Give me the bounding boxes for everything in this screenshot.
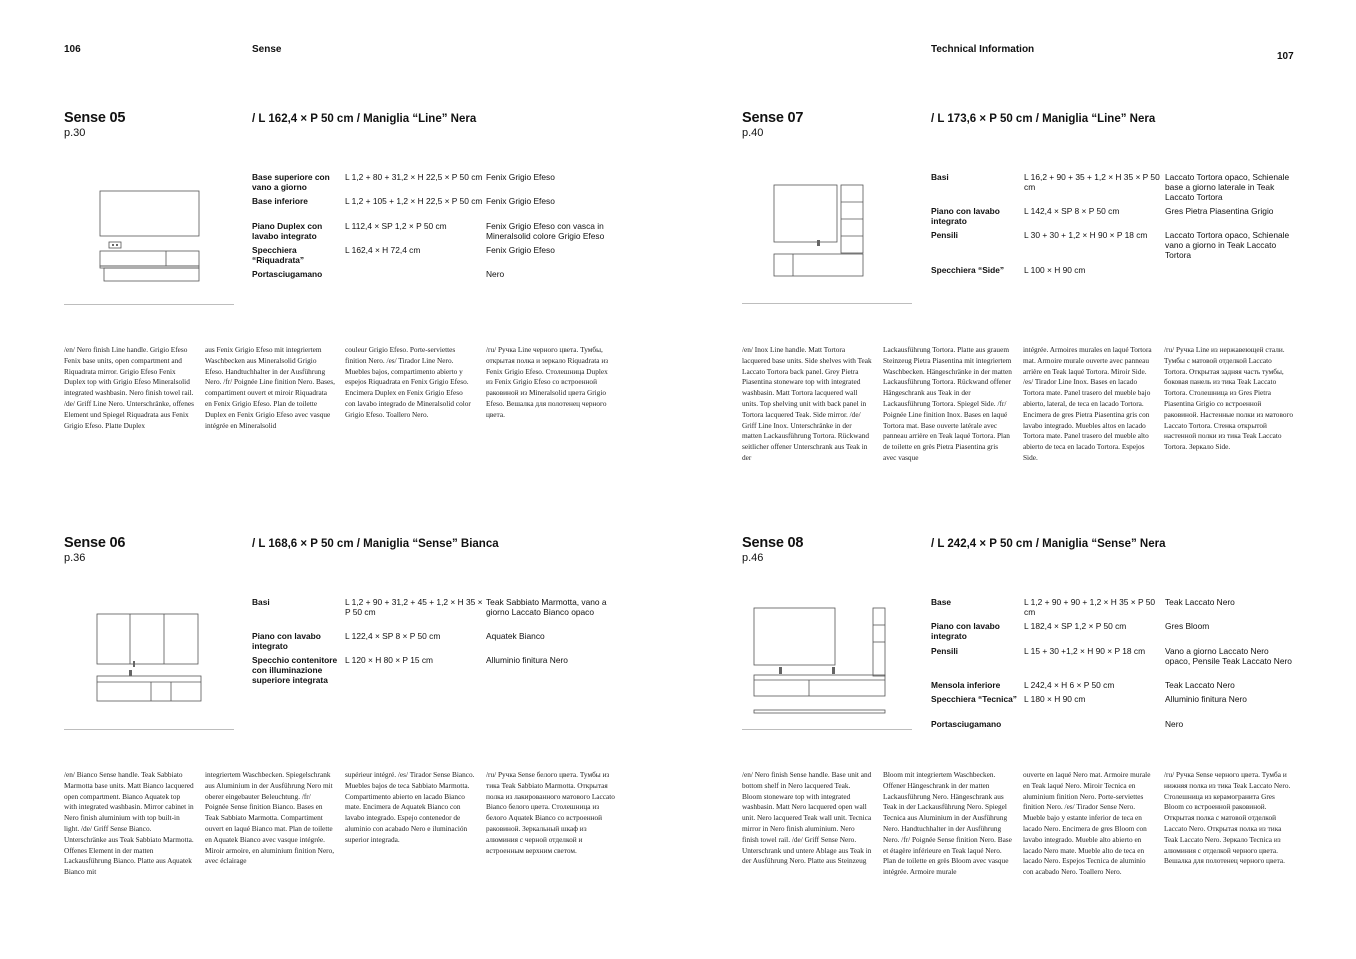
spec-label: Basi bbox=[252, 597, 270, 607]
spec-label: Portasciugamano bbox=[252, 269, 323, 279]
description-column: /ru/ Ручка Sense белого цвета. Тумбы из тика Teak Sabbiato Marmotta. Открытая полка из лакированного матового Laccato Bianco белого цвета. Столешница из белого Aquatek Bianco со встроенной раковиной. Зеркальный шкаф из алюминия с черной отделкой и встроенным верхним светом. bbox=[486, 770, 615, 855]
description-column: /ru/ Ручка Line из нержавеющей стали. Тумбы с матовой отделкой Laccato Tortora. Открытая задняя часть тумбы, боковая панель из тика Teak Laccato Tortora. Столешница из Gres Pietra Piasentina Grigio со встроенной раковиной. Настенные полки из матового Laccato Tortora. Стенка открытой настенной полки из тика Teak Laccato Tortora. Зеркало Side. bbox=[1164, 345, 1293, 452]
left-running-title: Sense bbox=[252, 44, 282, 55]
spec-label: Specchiera “Riquadrata” bbox=[252, 245, 305, 265]
spec-label: Specchio contenitore con illuminazione superiore integrata bbox=[252, 655, 338, 685]
spec-size: L 122,4 × SP 8 × P 50 cm bbox=[345, 631, 441, 641]
spec-finish: Teak Sabbiato Marmotta, vano a giorno Laccato Bianco opaco bbox=[486, 597, 607, 617]
spec-finish: Fenix Grigio Efeso con vasca in Mineralsolid colore Grigio Efeso bbox=[486, 221, 605, 241]
right-running-title: Technical Information bbox=[931, 44, 1035, 55]
description-column: Bloom mit integriertem Waschbecken. Offener Hängeschrank in der matten Lackausführung Nero. Hängeschrank aus Teak in der Lackausführung Nero. Spiegel Tecnica aus Aluminium in der Ausführung Nero. Handtuchhalter in der Ausführung Nero. /fr/ Poignée Sense finition Nero. Base et étagère inférieure en Teak laqué Nero. Plan de toilette en grès Bloom avec vasque intégrée. Armoire murale bbox=[883, 770, 1012, 877]
spec-table bbox=[252, 597, 622, 697]
divider bbox=[64, 304, 234, 305]
product-drawing bbox=[93, 610, 208, 705]
description-column: Lackausführung Tortora. Platte aus grauem Steinzeug Pietra Piasentina mit integriertem Waschbecken. Hängeschränke in der matten Lackausführung Tortora. Rückwand offener Hängeschrank aus Teak in der Lackausführung Tortora. Spiegel Side. /fr/ Poignée Line finition Inox. Bases en laqué Tortora mat. Base ouverte latérale avec panneau arrière en Teak laqué Tortora. Plan de toilette en grès Pietra Piasentina gris avec vasque bbox=[883, 345, 1012, 462]
description-column: supérieur intégré. /es/ Tirador Sense Bianco. Muebles bajos de teca Sabbiato Marmotta. Compartimento abierto en lacado Bianco mate. Encimera de Aquatek Bianco con lavabo integrado. Espejo contenedor de aluminio con acabado Nero e iluminación superior integrada. bbox=[345, 770, 475, 844]
dimensions: / L 162,4 × P 50 cm / Maniglia “Line” Nera bbox=[252, 113, 477, 125]
description-column: /en/ Inox Line handle. Matt Tortora lacquered base units. Side shelves with Teak Laccato Tortora back panel. Grey Pietra Piasentina stoneware top with integrated washbasin. Matt Tortora lacquered wall units. Top shelving unit with back panel in Tortora lacquered Teak. Side mirror. /de/ Griff Line Inox. Unterschränke in der matten Lackausführung Tortora. Rückwand seitlicher offener Unterschrank aus Teak in der bbox=[742, 345, 872, 462]
spec-table bbox=[931, 172, 1301, 287]
spec-label: Specchiera “Side” bbox=[931, 265, 1005, 275]
divider bbox=[742, 303, 912, 304]
description-column: /ru/ Ручка Line черного цвета. Тумбы, открытая полка и зеркало Riquadrata из Fenix Grigio Efeso. Столешница Duplex из Fenix Grigio Efeso со встроенной раковиной из Mineralsolid цвета Grigio Efeso. Вешалка для полотенец черного цвета. bbox=[486, 345, 609, 419]
spec-finish: Fenix Grigio Efeso bbox=[486, 172, 555, 182]
divider bbox=[742, 729, 912, 730]
description-column: couleur Grigio Efeso. Porte-serviettes finition Nero. /es/ Tirador Line Nero. Muebles bajos, compartimento abierto y espejos Riquadrata en Fenix Grigio Efeso. Encimera Duplex en Fenix Grigio Efeso con lavabo integrado de Mineralsolid color Grigio Efeso. Toallero Nero. bbox=[345, 345, 471, 419]
spec-finish: Alluminio finitura Nero bbox=[1165, 694, 1247, 704]
description-column: /en/ Bianco Sense handle. Teak Sabbiato Marmotta base units. Matt Bianco lacquered open compartment. Bianco Aquatek top with integrated washbasin. Mirror cabinet in Nero finish aluminium with top built-in light. /de/ Griff Sense Bianco. Unterschränke aus Teak Sabbiato Marmotta. Offenes Element in der matten Lackausführung Bianco. Platte aus Aquatek Bianco mit bbox=[64, 770, 194, 877]
spec-finish: Nero bbox=[486, 269, 505, 279]
spec-size: L 120 × H 80 × P 15 cm bbox=[345, 655, 433, 665]
spec-size: L 242,4 × H 6 × P 50 cm bbox=[1024, 680, 1115, 690]
spec-finish: Fenix Grigio Efeso bbox=[486, 245, 555, 255]
dimensions: / L 242,4 × P 50 cm / Maniglia “Sense” Nera bbox=[931, 538, 1166, 550]
product-drawing bbox=[96, 185, 206, 285]
spec-size: L 1,2 + 90 + 31,2 + 45 + 1,2 × H 35 × P 50 cm bbox=[345, 597, 483, 617]
spec-size: L 112,4 × SP 1,2 × P 50 cm bbox=[345, 221, 447, 231]
spec-label: Base superiore con vano a giorno bbox=[252, 172, 330, 192]
section-title: Sense 07 bbox=[742, 110, 804, 126]
description-column: /en/ Nero finish Sense handle. Base unit and bottom shelf in Nero lacquered Teak. Bloom stoneware top with integrated washbasin. Matt Nero lacquered open wall unit. Nero lacquered Teak wall unit. Tecnica mirror in Nero finish aluminium. Nero finish towel rail. /de/ Griff Sense Nero. Unterschrank und untere Ablage aus Teak in der Ausführung Nero. Platte aus Steinzeug bbox=[742, 770, 872, 866]
spec-label: Pensili bbox=[931, 646, 958, 656]
spec-label: Piano con lavabo integrato bbox=[931, 206, 1000, 226]
description-column: integriertem Waschbecken. Spiegelschrank aus Aluminium in der Ausführung Nero mit oberer eingebauter Beleuchtung. /fr/ Poignée Sense finition Bianco. Bases en Teak Sabbiato Marmotta. Compartiment ouvert en laqué Bianco mat. Plan de toilette en Aquatek Bianco avec vasque intégrée. Miroir armoire, en aluminium finition Nero, avec éclairage bbox=[205, 770, 335, 866]
product-drawing bbox=[770, 180, 870, 280]
dimensions: / L 168,6 × P 50 cm / Maniglia “Sense” Bianca bbox=[252, 538, 499, 550]
spec-label: Base bbox=[931, 597, 952, 607]
spec-size: L 1,2 + 105 + 1,2 × H 22,5 × P 50 cm bbox=[345, 196, 483, 206]
spec-finish: Teak Laccato Nero bbox=[1165, 680, 1235, 690]
spec-table bbox=[931, 597, 1301, 732]
spec-size: L 1,2 + 90 + 90 + 1,2 × H 35 × P 50 cm bbox=[1024, 597, 1156, 617]
dimensions: / L 173,6 × P 50 cm / Maniglia “Line” Nera bbox=[931, 113, 1156, 125]
description-column: ouverte en laqué Nero mat. Armoire murale en Teak laqué Nero. Miroir Tecnica en aluminium finition Nero. Porte-serviettes finition Nero. /es/ Tirador Sense Nero. Mueble bajo y estante inferior de teca en lacado Nero. Encimera de gres Bloom con lavabo integrado. Mueble alto abierto en lacado Nero mate. Mueble alto de teca en lacado Nero. Espejos Tecnica de aluminio con acabado Nero. Toallero Nero. bbox=[1023, 770, 1151, 877]
spec-label: Piano con lavabo integrato bbox=[931, 621, 1000, 641]
spec-size: L 162,4 × H 72,4 cm bbox=[345, 245, 421, 255]
spec-size: L 180 × H 90 cm bbox=[1024, 694, 1086, 704]
spec-finish: Nero bbox=[1165, 719, 1184, 729]
spec-finish: Vano a giorno Laccato Nero opaco, Pensile Teak Laccato Nero bbox=[1165, 646, 1292, 666]
page-ref: p.36 bbox=[64, 552, 86, 564]
spec-size: L 30 + 30 + 1,2 × H 90 × P 18 cm bbox=[1024, 230, 1148, 240]
spec-label: Pensili bbox=[931, 230, 958, 240]
spec-label: Piano con lavabo integrato bbox=[252, 631, 321, 651]
spec-label: Mensola inferiore bbox=[931, 680, 1001, 690]
spec-label: Piano Duplex con lavabo integrato bbox=[252, 221, 323, 241]
divider bbox=[64, 729, 234, 730]
right-page-number: 107 bbox=[1277, 51, 1294, 62]
spec-size: L 182,4 × SP 1,2 × P 50 cm bbox=[1024, 621, 1127, 631]
description-column: /en/ Nero finish Line handle. Grigio Efeso Fenix base units, open compartment and Riquadrata mirror. Grigio Efeso Fenix Duplex top with Grigio Efeso Mineralsolid integrated washbasin. Nero finish towel rail. /de/ Griff Line Nero. Unterschränke, offenes Element und Spiegel Riquadrata aus Fenix Grigio Efeso. Platte Duplex bbox=[64, 345, 195, 430]
spec-finish: Aquatek Bianco bbox=[486, 631, 545, 641]
spec-finish: Alluminio finitura Nero bbox=[486, 655, 568, 665]
spec-size: L 16,2 + 90 + 35 + 1,2 × H 35 × P 50 cm bbox=[1024, 172, 1160, 192]
section-title: Sense 08 bbox=[742, 535, 804, 551]
page-ref: p.40 bbox=[742, 127, 764, 139]
page-ref: p.30 bbox=[64, 127, 86, 139]
spec-label: Basi bbox=[931, 172, 949, 182]
spec-finish: Teak Laccato Nero bbox=[1165, 597, 1235, 607]
left-page-number: 106 bbox=[64, 44, 81, 55]
spec-size: L 142,4 × SP 8 × P 50 cm bbox=[1024, 206, 1120, 216]
spec-finish: Laccato Tortora opaco, Schienale vano a giorno in Teak Laccato Tortora bbox=[1165, 230, 1290, 260]
spec-label: Portasciugamano bbox=[931, 719, 1002, 729]
description-column: /ru/ Ручка Sense черного цвета. Тумба и нижняя полка из тика Teak Laccato Nero. Столешница из керамогранита Gres Bloom со встроенной раковиной. Открытая полка с матовой отделкой Laccato Nero. Открытая полка из тика Teak Laccato Nero. Зеркало Tecnica из алюминия с отделкой черного цвета. Вешалка для полотенец черного цвета. bbox=[1164, 770, 1291, 866]
spec-size: L 100 × H 90 cm bbox=[1024, 265, 1086, 275]
spec-label: Specchiera “Tecnica” bbox=[931, 694, 1017, 704]
spec-finish: Laccato Tortora opaco, Schienale base a giorno laterale in Teak Laccato Tortora bbox=[1165, 172, 1290, 202]
spec-label: Base inferiore bbox=[252, 196, 308, 206]
description-column: aus Fenix Grigio Efeso mit integriertem Waschbecken aus Mineralsolid Grigio Efeso. Handtuchhalter in der Ausführung Nero. /fr/ Poignée Line finition Nero. Bases, compartiment ouvert et miroir Riquadrata en Fenix Grigio Efeso. Plan de toilette Duplex en Fenix Grigio Efeso avec vasque intégrée en Mineralsolid bbox=[205, 345, 335, 430]
page-ref: p.46 bbox=[742, 552, 764, 564]
spec-table bbox=[252, 172, 622, 287]
spec-finish: Gres Bloom bbox=[1165, 621, 1210, 631]
description-column: intégrée. Armoires murales en laqué Tortora mat. Armoire murale ouverte avec panneau arrière en Teak laqué Tortora. Miroir Side. /es/ Tirador Line Inox. Bases en lacado Tortora mate. Panel trasero del mueble bajo abierto, lateral, de teca en lacado Tortora. Encimera de gres Pietra Piasentina gris con lavabo integrado. Muebles altos en lacado Tortora mate. Panel trasero del mueble alto abierto de teca en lacado Tortora. Espejos Side. bbox=[1023, 345, 1152, 462]
spec-size: L 1,2 + 80 + 31,2 × H 22,5 × P 50 cm bbox=[345, 172, 483, 182]
spec-finish: Gres Pietra Piasentina Grigio bbox=[1165, 206, 1274, 216]
section-title: Sense 05 bbox=[64, 110, 126, 126]
product-drawing bbox=[748, 600, 893, 720]
spec-finish: Fenix Grigio Efeso bbox=[486, 196, 555, 206]
spec-size: L 15 + 30 +1,2 × H 90 × P 18 cm bbox=[1024, 646, 1146, 656]
section-title: Sense 06 bbox=[64, 535, 126, 551]
